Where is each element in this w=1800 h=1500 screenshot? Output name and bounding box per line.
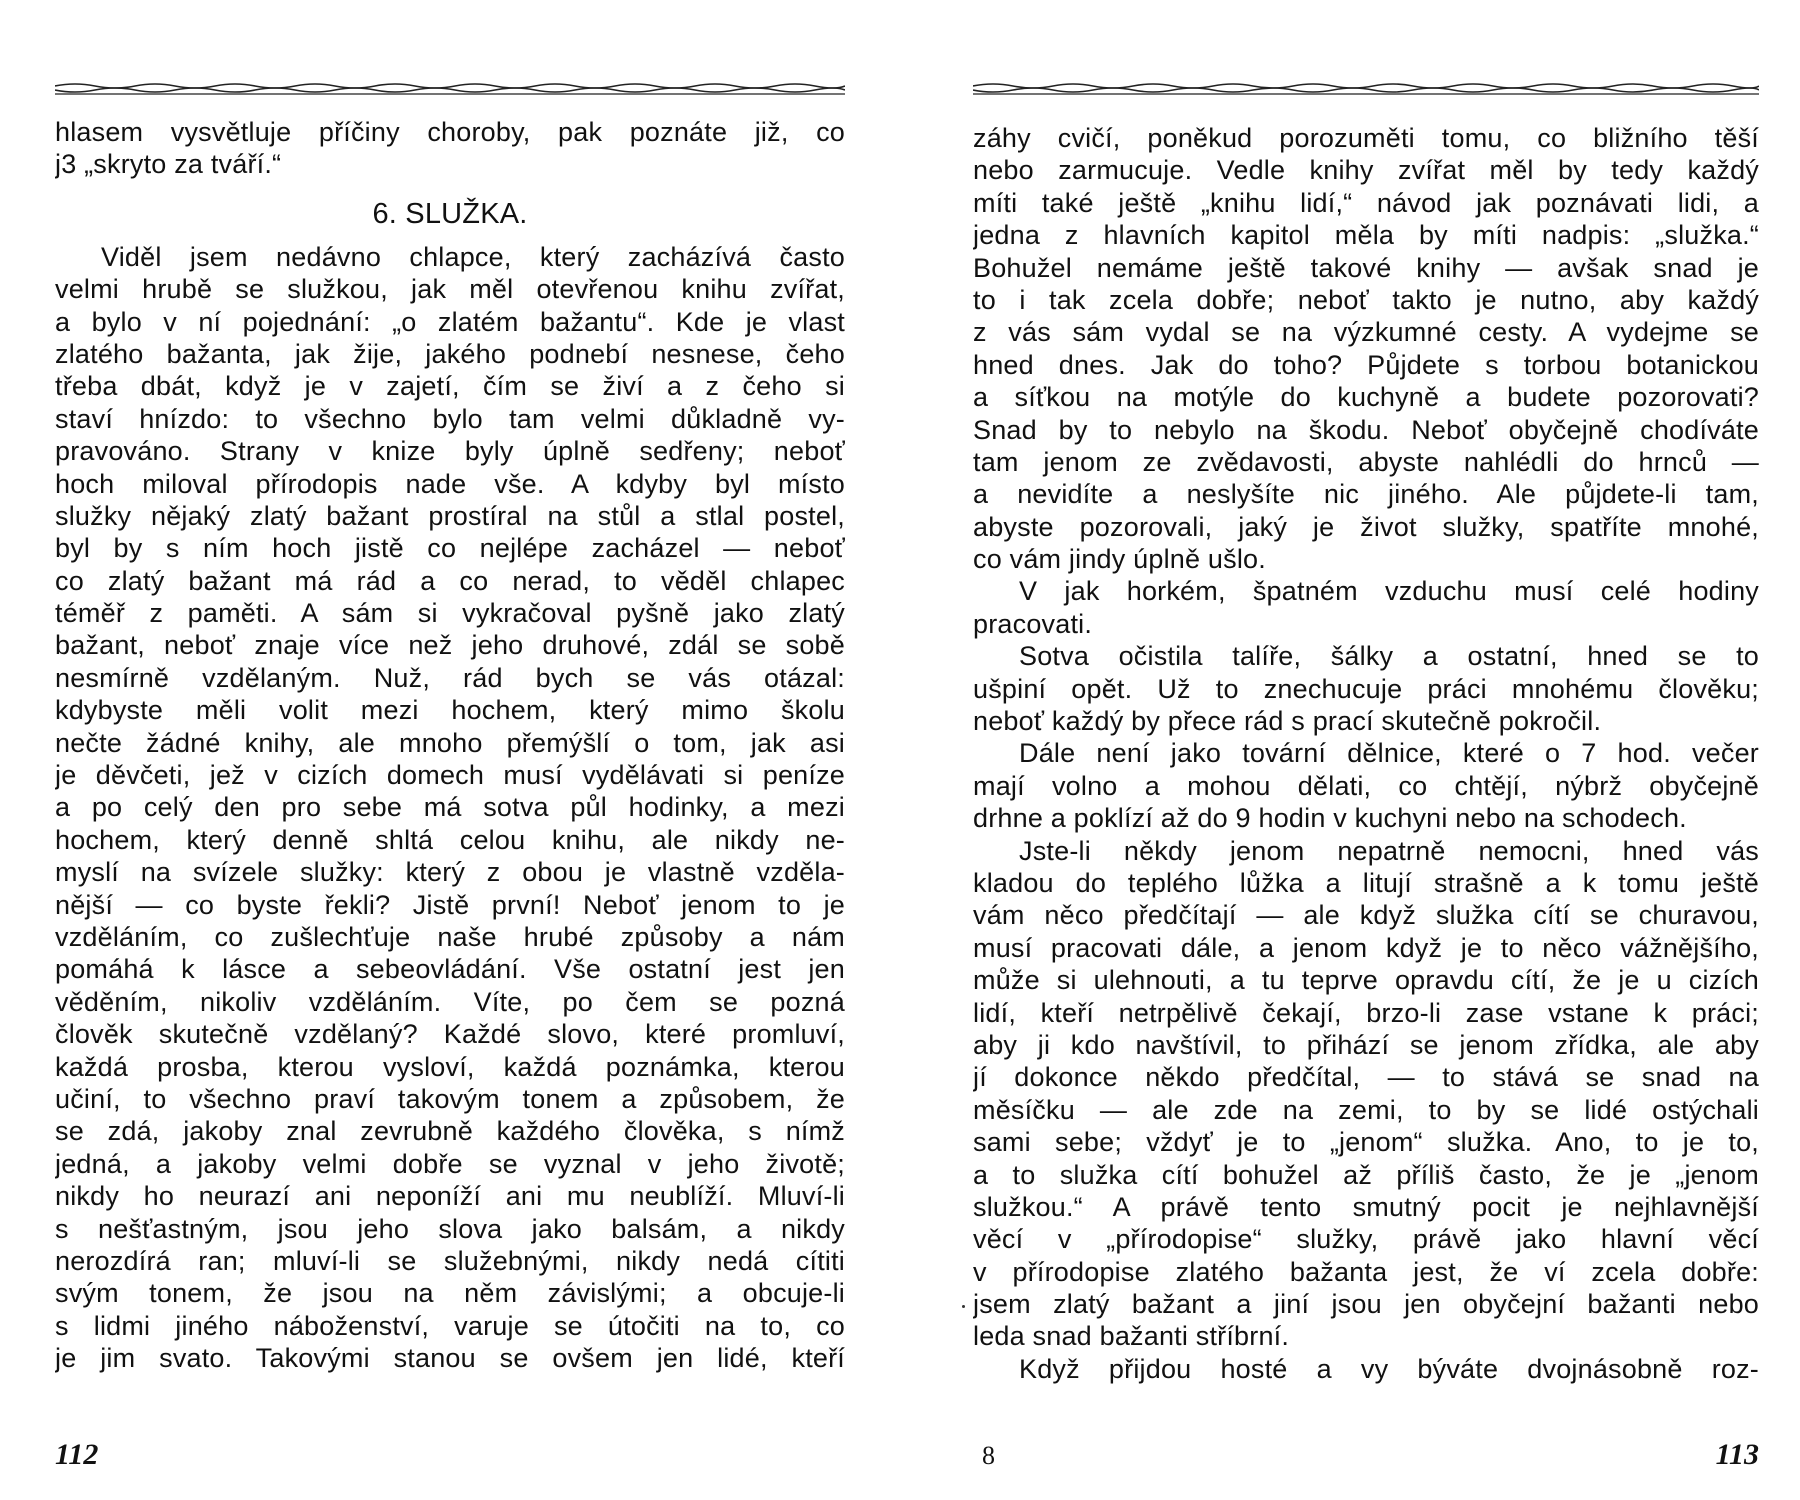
text-line: Když přijdou hosté a vy býváte dvojnásobně roz- [1019, 1353, 1759, 1384]
text-line: vám něco předčítají — ale když služka cítí se churavou, [973, 900, 1759, 931]
text-line: mají volno a mohou dělati, co chtějí, nýbrž obyčejně [973, 770, 1759, 801]
text-line: jedna z hlavních kapitol měla by míti nadpis: „služka.“ [973, 220, 1759, 251]
header-ornament [973, 80, 1759, 96]
text-line: Sotva očistila talíře, šálky a ostatní, hned se to [1019, 641, 1759, 672]
text-line: pracovati. [973, 608, 1093, 639]
page-number: 112 [55, 1438, 99, 1471]
text-line: třeba dbát, když je v zajetí, čím se živí a z čeho si [55, 371, 845, 402]
text-line: téměř z paměti. A sám si vykračoval pyšně jako zlatý [55, 598, 845, 629]
text-line: hned dnes. Jak do toho? Půjdete s torbou botanickou [973, 349, 1759, 380]
text-line: Jste-li někdy jenom nepatrně nemocni, hned vás [1019, 835, 1759, 866]
text-line: z vás sám vydal se na výzkumné cesty. A vydejme se [973, 317, 1759, 348]
text-line: drhne a poklízí až do 9 hodin v kuchyni nebo na schodech. [973, 803, 1687, 834]
text-line: s nešťastným, jsou jeho slova jako balsám, a nikdy [55, 1213, 845, 1244]
text-line: a bylo v ní pojednání: „o zlatém bažantu“. Kde je vlast [55, 306, 845, 337]
text-line: věcí v „přírodopise“ služky, právě jako hlavní věcí [973, 1224, 1759, 1255]
text-line: V jak horkém, špatném vzduchu musí celé hodiny [1019, 576, 1759, 607]
text-line: a nevidíte a neslyšíte nic jiného. Ale půjdete-li tam, [973, 479, 1759, 510]
text-line: leda snad bažanti stříbrní. [973, 1321, 1290, 1352]
text-line: nebo zarmucuje. Vedle knihy zvířat měl by tedy každý [973, 155, 1759, 186]
text-line: staví hnízdo: to všechno bylo tam velmi důkladně vy- [55, 403, 845, 434]
text-line: neboť každý by přece rád s prací skutečně pokročil. [973, 706, 1602, 737]
text-line: Viděl jsem nedávno chlapce, který zacházívá často [101, 241, 845, 272]
text-line: a po celý den pro sebe má sotva půl hodinky, a mezi [55, 792, 845, 823]
text-line: jsem zlatý bažant a jiní jsou jen obyčejní bažanti nebo [973, 1289, 1759, 1320]
text-line: jí dokonce někdo předčítal, — to stává se snad na [973, 1062, 1759, 1093]
text-line: pomáhá k lásce a sebeovládání. Vše ostatní jest jen [55, 954, 845, 985]
text-line: j3 „skryto za tváří.“ [55, 149, 282, 180]
text-line: tam jenom ze zvědavosti, abyste nahlédli do hrnců — [973, 446, 1759, 477]
text-line: lidí, kteří netrpělivě čekají, brzo-li zase vstane k práci; [973, 997, 1759, 1028]
text-line: se zdá, jakoby znal zevrubně každého člověka, s nímž [55, 1116, 845, 1147]
text-line: co vám jindy úplně ušlo. [973, 544, 1266, 575]
text-line: kladou do teplého lůžka a litují strašně a k tomu ještě [973, 867, 1759, 898]
text-line: kdybyste měli volit mezi hochem, který mimo školu [55, 695, 845, 726]
text-line: co zlatý bažant má rád a co nerad, to věděl chlapec [55, 565, 845, 596]
text-line: jedná, a jakoby velmi dobře se vyznal v jeho životě; [55, 1148, 845, 1179]
text-line: je děvčeti, jež v cizích domech musí vydělávati si peníze [55, 760, 845, 791]
page-number: 113 [1715, 1438, 1759, 1471]
text-line: služky nějaký zlatý bažant prostíral na stůl a stlal postel, [55, 500, 845, 531]
text-line: zlatého bažanta, jak žije, jakého podnebí nesnese, čeho [55, 338, 845, 369]
text-line: nější — co byste řekli? Jistě první! Neboť jenom to je [55, 889, 845, 920]
header-ornament [55, 80, 845, 96]
text-line: a to služka cítí bohužel až příliš často, že je „jenom [973, 1159, 1759, 1190]
chapter-heading: 6. SLUŽKA. [372, 197, 528, 230]
text-line: svým tonem, že jsou na něm závislými; a obcuje-li [55, 1278, 845, 1309]
speck-mark [962, 1305, 965, 1308]
text-line: byl by s ním hoch jistě co nejlépe zacházel — neboť [55, 533, 845, 564]
text-line: myslí na svízele služky: který z obou je vlastně vzděla- [55, 857, 845, 888]
text-line: věděním, nikoliv vzděláním. Víte, po čem se pozná [55, 986, 845, 1017]
text-line: může si ulehnouti, a tu teprve opravdu cítí, že je u cizích [973, 965, 1759, 996]
text-line: nerozdírá ran; mluví-li se služebnými, nikdy nedá cítiti [55, 1245, 845, 1276]
text-line: služkou.“ A právě tento smutný pocit je nejhlavnější [973, 1191, 1759, 1222]
text-line: s lidmi jiného náboženství, varuje se útočiti na to, co [55, 1310, 845, 1341]
text-line: Dále není jako tovární dělnice, které o 7 hod. večer [1019, 738, 1759, 769]
text-line: bažant, neboť znaje více než jeho druhové, zdál se sobě [55, 630, 845, 661]
text-line: míti také ještě „knihu lidí,“ návod jak poznávati lidi, a [973, 187, 1759, 218]
text-line: aby ji kdo navštívil, to přihází se jenom zřídka, ale aby [973, 1029, 1759, 1060]
text-line: hochem, který denně shltá celou knihu, ale nikdy ne- [55, 824, 845, 855]
left-page-text [55, 116, 845, 1374]
text-line: velmi hrubě se služkou, jak měl otevřenou knihu zvířat, [55, 274, 845, 305]
signature-mark: 8 [982, 1441, 995, 1470]
text-line: pravováno. Strany v knize byly úplně sedřeny; neboť [55, 436, 845, 467]
text-line: záhy cvičí, poněkud porozuměti tomu, co bližního těší [973, 123, 1759, 153]
text-line: v přírodopise zlatého bažanta jest, že ví zcela dobře: [973, 1256, 1759, 1287]
text-line: hoch miloval přírodopis nade vše. A kdyby byl místo [55, 468, 845, 499]
text-line: člověk skutečně vzdělaný? Každé slovo, které promluví, [55, 1019, 845, 1050]
text-line: ušpiní opět. Už to znechucuje práci mnohému člověku; [973, 673, 1759, 704]
text-line: Snad by to nebylo na škodu. Neboť obyčejně chodíváte [973, 414, 1759, 445]
text-line: a síťkou na motýle do kuchyně a budete pozorovati? [973, 382, 1759, 413]
text-line: sami sebe; vždyť je to „jenom“ služka. Ano, to je to, [973, 1127, 1759, 1158]
text-line: každá prosba, kterou vysloví, každá poznámka, kterou [55, 1051, 845, 1082]
text-line: hlasem vysvětluje příčiny choroby, pak poznáte již, co [55, 117, 845, 147]
text-line: nečte žádné knihy, ale mnoho přemýšlí o tom, jak asi [55, 727, 845, 758]
text-line: abyste pozorovali, jaký je život služky, spatříte mnohé, [973, 511, 1759, 542]
text-line: vzděláním, co zušlechťuje naše hrubé způsoby a nám [55, 921, 845, 952]
text-line: Bohužel nemáme ještě takové knihy — avšak snad je [973, 252, 1759, 283]
text-line: musí pracovati dále, a jenom když je to něco vážnějšího, [973, 932, 1759, 963]
text-line: to i tak zcela dobře; neboť takto je nutno, aby každý [973, 284, 1759, 315]
text-line: měsíčku — ale zde na zemi, to by se lidé ostýchali [973, 1094, 1759, 1125]
text-line: je jim svato. Takovými stanou se ovšem jen lidé, kteří [55, 1343, 845, 1374]
right-page-text [973, 122, 1759, 1385]
text-line: učiní, to všechno praví takovým tonem a způsobem, že [55, 1083, 845, 1114]
text-line: nikdy ho neurazí ani neponíží ani mu neublíží. Mluví-li [55, 1181, 845, 1212]
text-line: nesmírně vzdělaným. Nuž, rád bych se vás otázal: [55, 662, 845, 693]
